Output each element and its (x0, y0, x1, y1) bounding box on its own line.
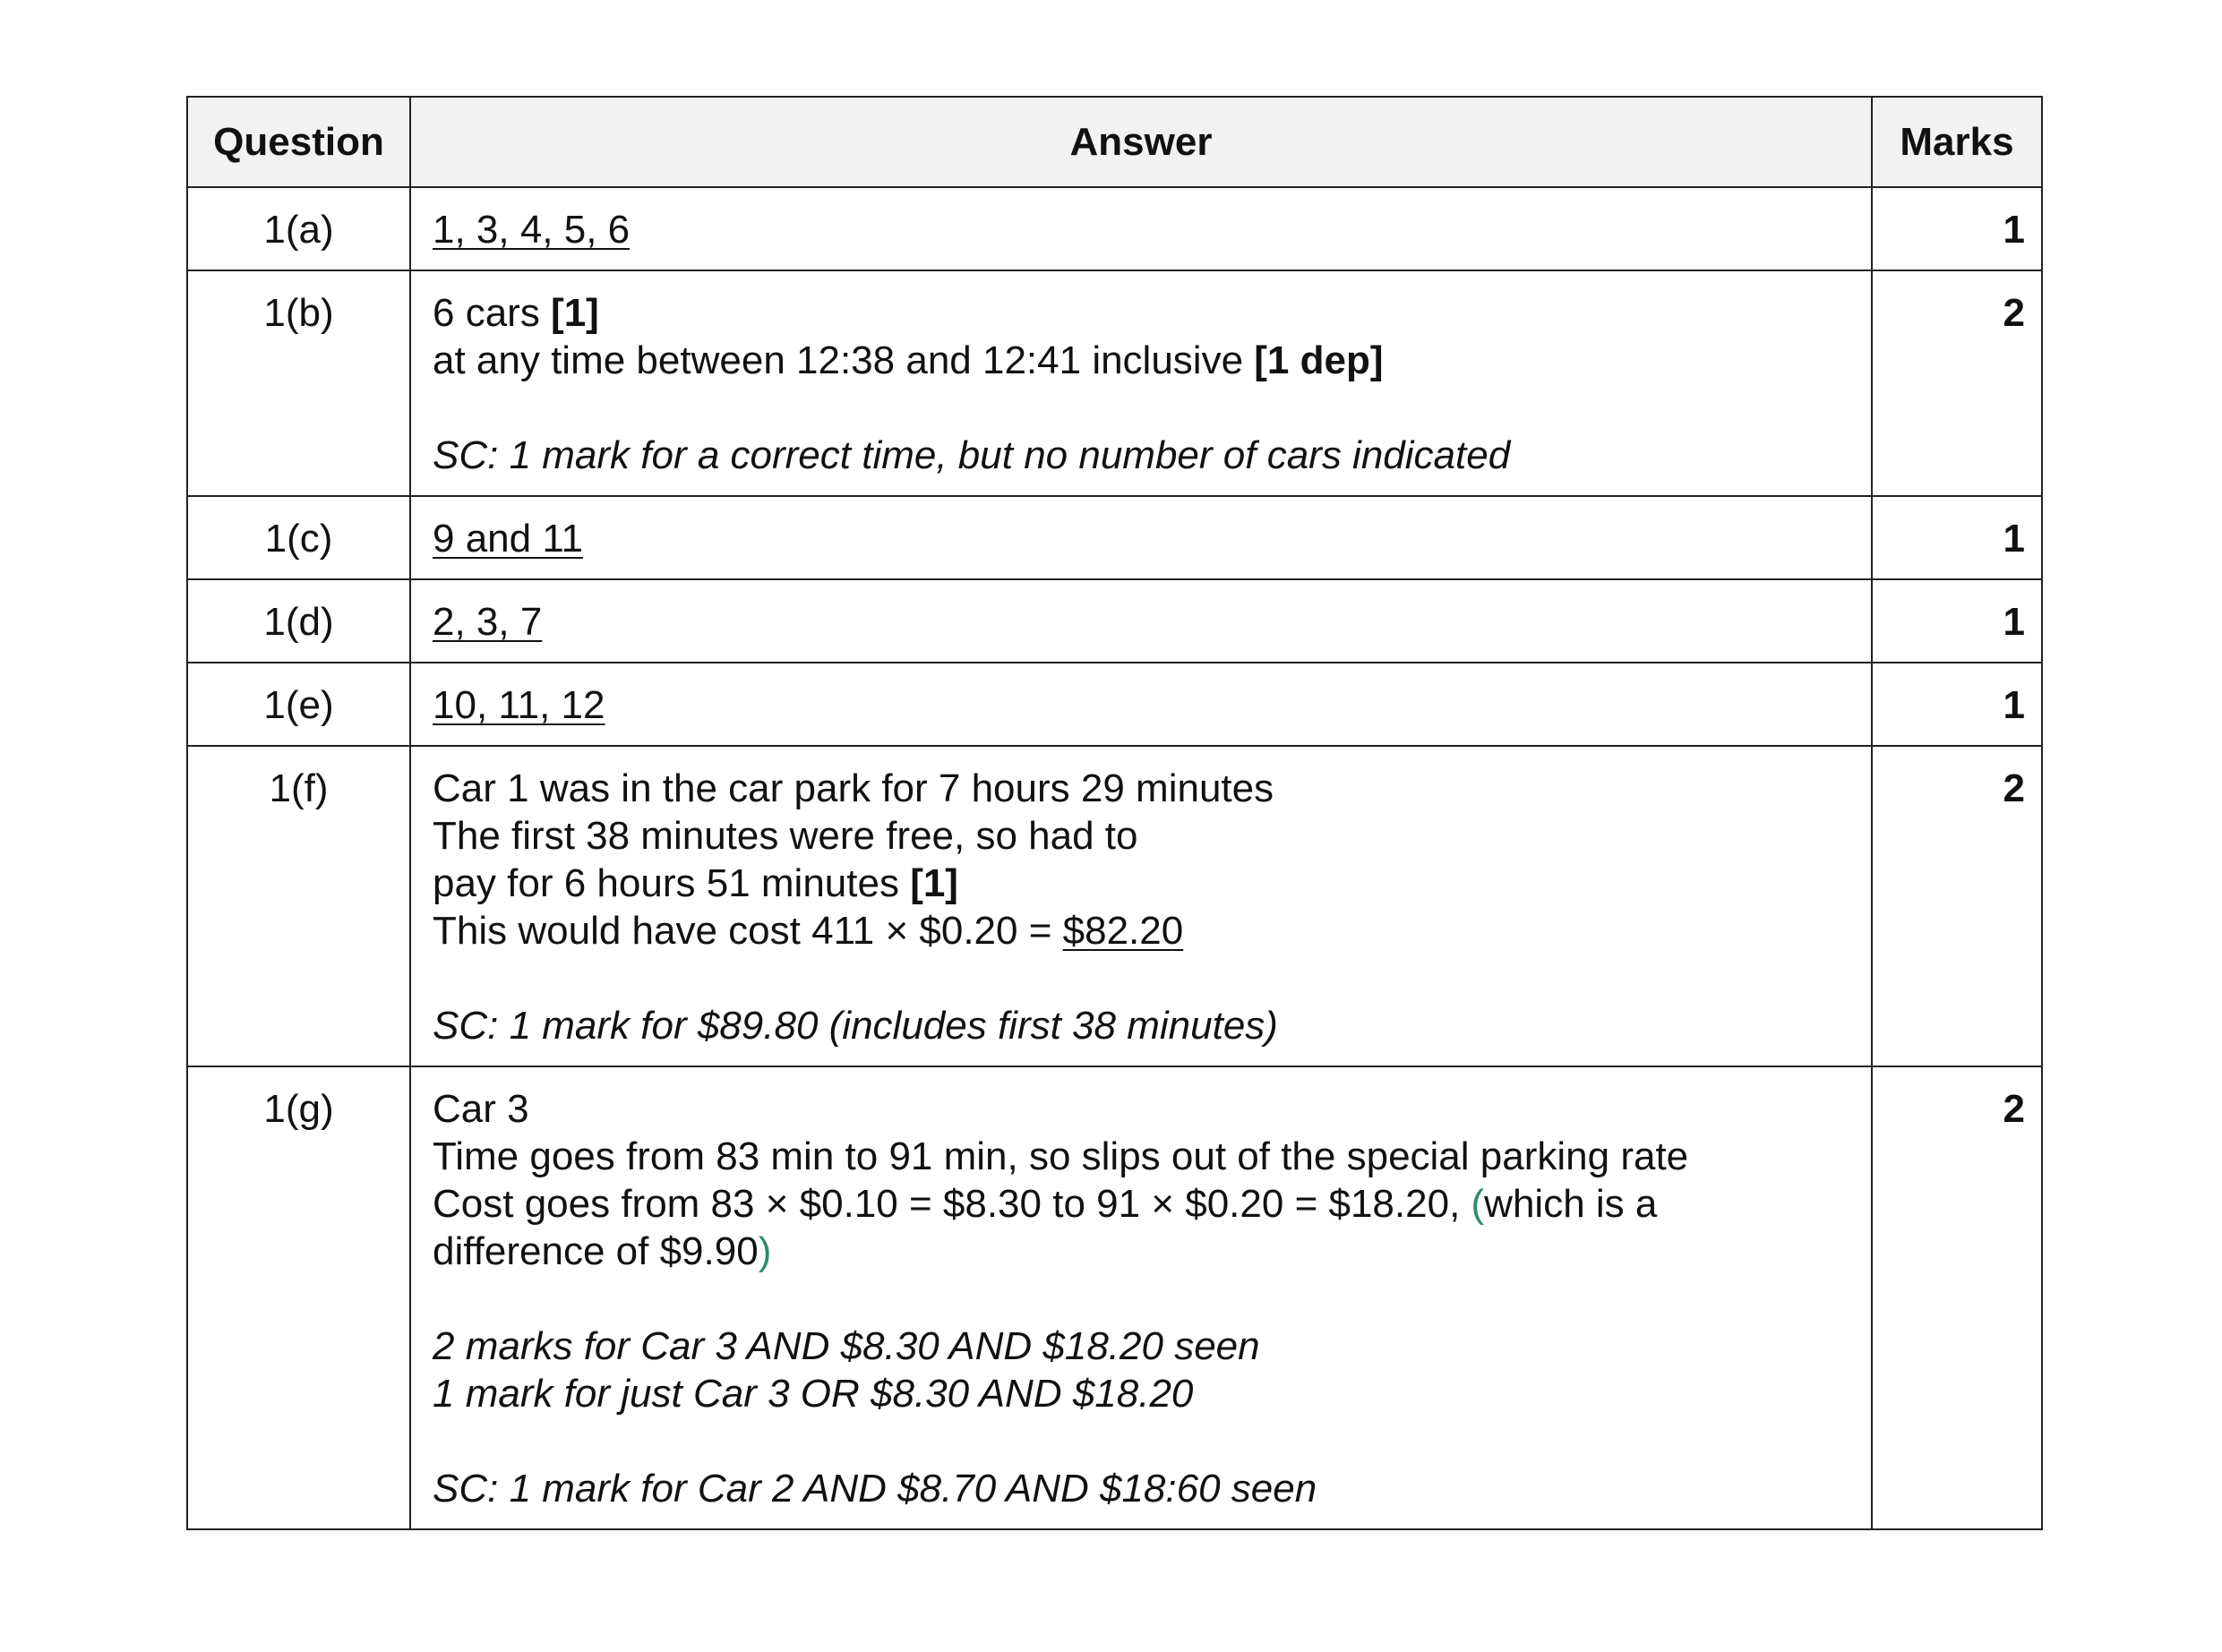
answer-text: pay for 6 hours 51 minutes (433, 861, 911, 905)
answer-text: Cost goes from 83 × $0.10 = $8.30 to 91 × $0.20 = $18.20, (433, 1182, 1471, 1226)
answer-cell (410, 187, 1872, 270)
question-number: 1(c) (187, 496, 410, 579)
answer-line (433, 907, 1849, 954)
answer-text: 1, 3, 4, 5, 6 (433, 208, 631, 252)
table-row (187, 746, 2042, 1066)
marks-value: 2 (1872, 1066, 2042, 1529)
marks-value: 2 (1872, 270, 2042, 496)
answer-text: at any time between 12:38 and 12:41 inclusive (433, 338, 1255, 382)
table-row (187, 663, 2042, 746)
mark-allocation: [1] (910, 861, 958, 905)
marks-value: 1 (1872, 663, 2042, 746)
answer-line: The first 38 minutes were free, so had to (433, 814, 1138, 858)
close-parenthesis: ) (758, 1229, 772, 1273)
table-row (187, 579, 2042, 663)
answer-line (433, 337, 1849, 384)
answer-line: Time goes from 83 min to 91 min, so slips out of the special parking rate (433, 1134, 1689, 1178)
answer-line (433, 860, 1849, 907)
final-answer: $82.20 (1062, 909, 1184, 953)
answer-text: difference of $9.90 (433, 1229, 759, 1273)
question-number: 1(f) (187, 746, 410, 1066)
answer-text: 9 and 11 (433, 517, 584, 561)
question-number: 1(a) (187, 187, 410, 270)
special-case-note: SC: 1 mark for Car 2 AND $8.70 AND $18:60 seen (433, 1467, 1317, 1511)
open-parenthesis: ( (1471, 1182, 1485, 1226)
mark-allocation: [1 dep] (1254, 338, 1384, 382)
marks-value: 1 (1872, 187, 2042, 270)
question-number: 1(e) (187, 663, 410, 746)
marks-value: 2 (1872, 746, 2042, 1066)
answer-cell (410, 1066, 1872, 1529)
question-number: 1(b) (187, 270, 410, 496)
question-number: 1(g) (187, 1066, 410, 1529)
header-row (187, 97, 2042, 187)
question-number: 1(d) (187, 579, 410, 663)
answer-cell (410, 663, 1872, 746)
answer-line (433, 1180, 1849, 1228)
table-row (187, 187, 2042, 270)
mark-scheme-table (186, 96, 2043, 1530)
table-row (187, 1066, 2042, 1529)
answer-line (433, 1228, 1849, 1275)
special-case-note: SC: 1 mark for $89.80 (includes first 38 minutes) (433, 1004, 1278, 1048)
answer-text: This would have cost 411 × $0.20 = (433, 909, 1063, 953)
answer-text: 2, 3, 7 (433, 600, 543, 644)
answer-line (433, 289, 1849, 337)
answer-text: which is a (1484, 1182, 1658, 1226)
marking-note: 2 marks for Car 3 AND $8.30 AND $18.20 seen (433, 1324, 1260, 1368)
answer-header: Answer (410, 97, 1872, 187)
answer-cell (410, 579, 1872, 663)
answer-line: Car 3 (433, 1087, 529, 1131)
mark-allocation: [1] (551, 291, 599, 335)
answer-text: 6 cars (433, 291, 552, 335)
marking-note: 1 mark for just Car 3 OR $8.30 AND $18.20 (433, 1372, 1194, 1416)
answer-line: Car 1 was in the car park for 7 hours 29 minutes (433, 766, 1274, 810)
marks-header: Marks (1872, 97, 2042, 187)
answer-text: 10, 11, 12 (433, 683, 605, 727)
table-row (187, 496, 2042, 579)
special-case-note: SC: 1 mark for a correct time, but no number of cars indicated (433, 433, 1511, 477)
answer-cell (410, 496, 1872, 579)
marks-value: 1 (1872, 496, 2042, 579)
question-header: Question (187, 97, 410, 187)
table-row (187, 270, 2042, 496)
answer-cell (410, 270, 1872, 496)
answer-cell (410, 746, 1872, 1066)
marks-value: 1 (1872, 579, 2042, 663)
